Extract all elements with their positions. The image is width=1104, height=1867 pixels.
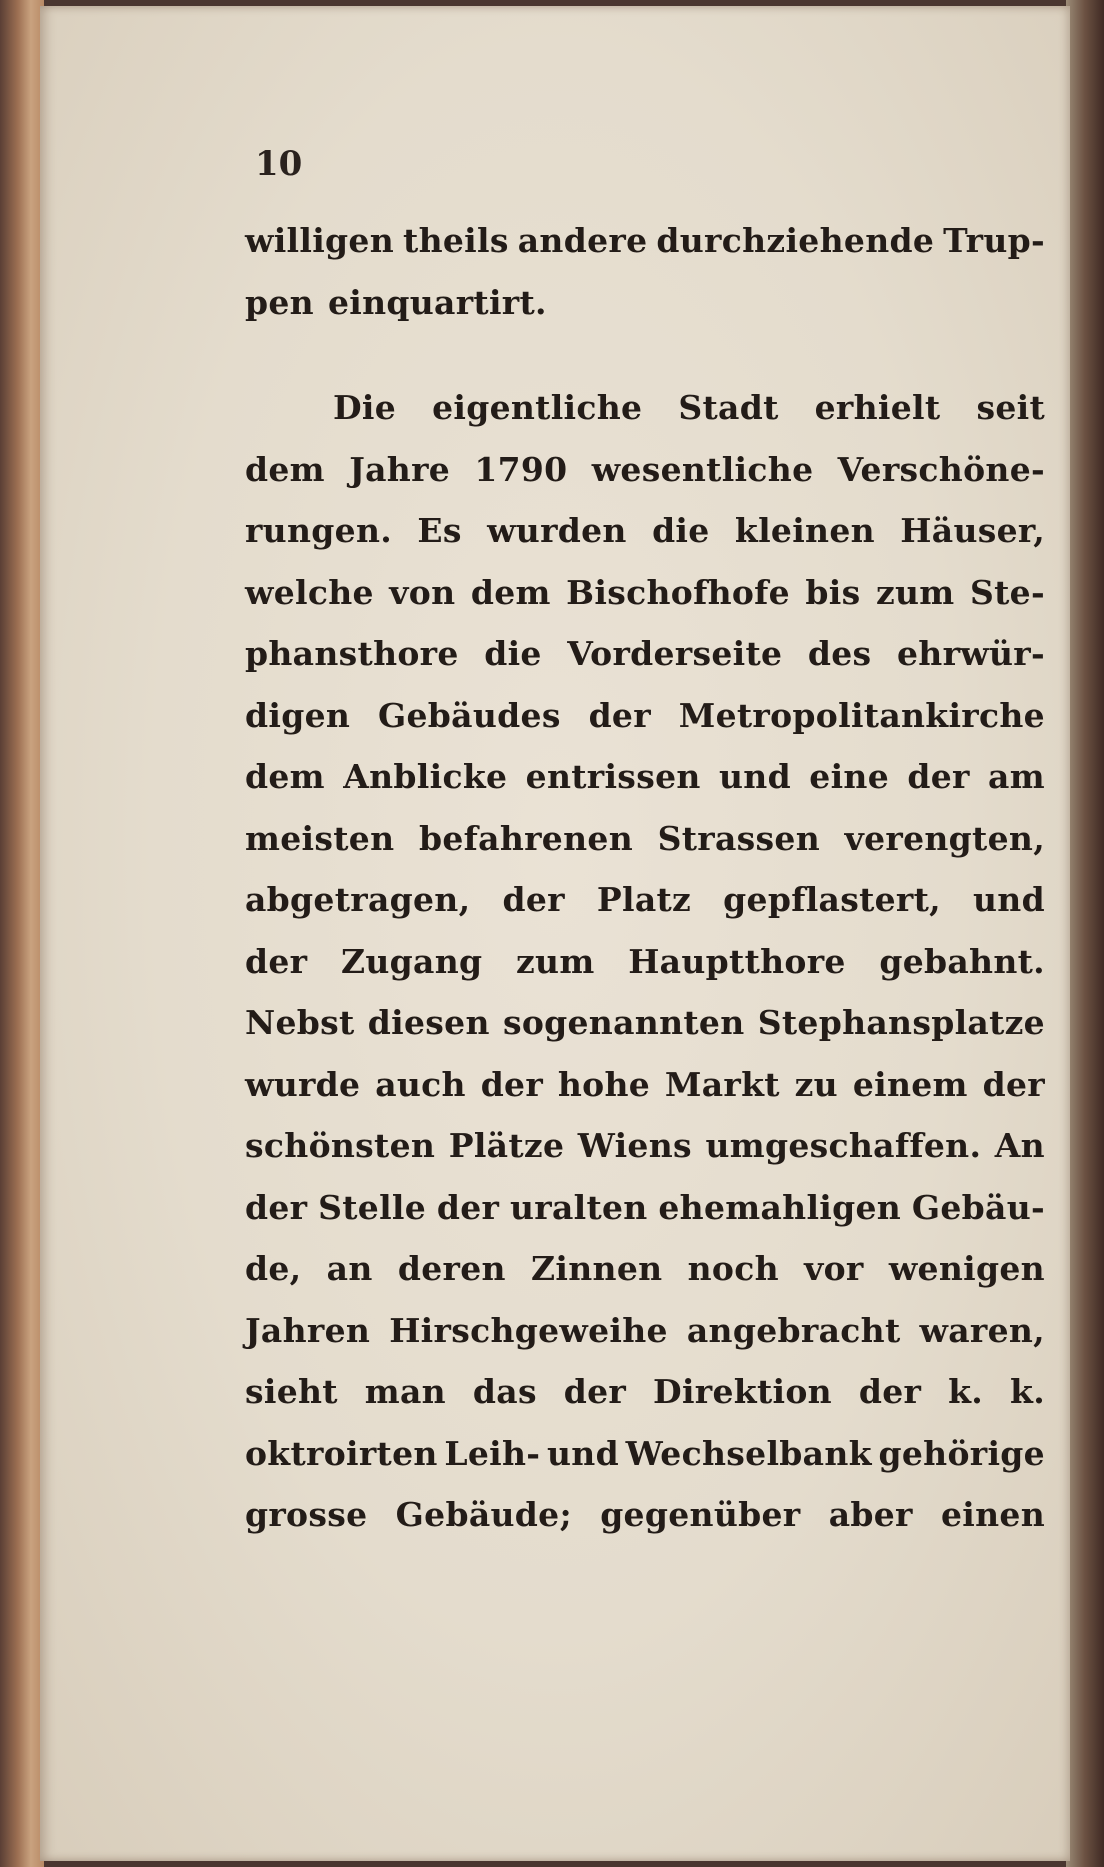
word: welche: [245, 572, 374, 612]
word: grosse: [245, 1495, 368, 1534]
text-line: [245, 696, 1045, 758]
word: Zinnen: [531, 1249, 663, 1288]
word: dem: [470, 572, 551, 612]
word: von: [389, 572, 456, 612]
word: am: [988, 757, 1045, 796]
word: diesen: [367, 1003, 490, 1042]
word: angebracht: [686, 1310, 901, 1350]
word: und: [718, 757, 791, 796]
paragraph: [245, 388, 1045, 1557]
word: 1790: [474, 449, 568, 489]
word: Direktion: [653, 1372, 832, 1411]
word: pen: [245, 282, 314, 322]
word: zum: [875, 572, 955, 612]
word: Markt: [664, 1064, 780, 1104]
word: Zugang: [340, 941, 483, 981]
word: k.: [1010, 1372, 1045, 1411]
word: deren: [397, 1249, 506, 1288]
text-line: [245, 221, 1045, 283]
text-line: [245, 634, 1045, 696]
word: erhielt: [814, 388, 941, 427]
text-line: [245, 1372, 1045, 1434]
word: eigentliche: [432, 388, 643, 427]
word: der: [245, 941, 308, 981]
word: einen: [940, 1495, 1045, 1534]
word: Gebäude;: [395, 1495, 572, 1534]
word: zu: [794, 1064, 838, 1104]
word: oktroirten: [245, 1433, 438, 1473]
word: Stelle: [318, 1187, 427, 1227]
word: k.: [948, 1372, 984, 1411]
word: Jahren: [245, 1310, 371, 1350]
word: der: [245, 1187, 308, 1227]
word: Verschöne-: [837, 449, 1045, 489]
word: Wiens: [577, 1126, 692, 1165]
word: aber: [828, 1495, 913, 1534]
word: Stadt: [678, 388, 779, 427]
word: Gebäudes: [378, 695, 561, 735]
word: zum: [516, 941, 595, 981]
word: ehrwür-: [897, 634, 1045, 673]
word: waren,: [919, 1310, 1045, 1350]
text-line: [245, 1249, 1045, 1311]
word: Häuser,: [900, 511, 1045, 550]
word: schönsten: [245, 1126, 436, 1165]
word: Gebäu-: [911, 1187, 1045, 1227]
word: hohe: [557, 1064, 651, 1104]
text-line: [245, 1065, 1045, 1127]
word: Strassen: [657, 818, 821, 858]
word: vor: [804, 1249, 864, 1288]
word: kleinen: [734, 511, 875, 550]
word: Hirschgeweihe: [389, 1310, 668, 1350]
word: Metropolitankirche: [678, 695, 1045, 735]
text-line: [245, 757, 1045, 819]
book-page: [40, 6, 1070, 1861]
word: abgetragen,: [245, 880, 471, 919]
word: einem: [852, 1064, 968, 1104]
word: das: [472, 1372, 537, 1411]
word: Leih-: [444, 1433, 541, 1473]
word: wurden: [487, 511, 627, 550]
word: der: [982, 1064, 1045, 1104]
word: einquartirt.: [327, 282, 547, 322]
word: de,: [245, 1249, 302, 1288]
word: eine: [809, 757, 890, 796]
word: durchziehende: [656, 221, 935, 260]
word: gepflastert,: [723, 880, 941, 919]
word: Platz: [596, 880, 692, 919]
word: der: [502, 880, 565, 919]
word: Nebst: [245, 1003, 355, 1042]
word: die: [652, 511, 710, 550]
word: Es: [417, 511, 462, 550]
word: verengten,: [844, 818, 1045, 858]
text-line: [245, 1495, 1045, 1557]
text-line: [245, 1003, 1045, 1065]
word: Hauptthore: [628, 941, 846, 981]
text-line: [245, 819, 1045, 881]
word: gegenüber: [600, 1495, 801, 1534]
word: der: [858, 1372, 922, 1411]
word: dem: [245, 757, 325, 796]
page-number: 10: [255, 144, 303, 184]
word: Plätze: [448, 1126, 565, 1165]
text-line: [245, 1311, 1045, 1373]
body-text: [245, 221, 1045, 1557]
page-stack-edge: [1066, 0, 1104, 1867]
word: An: [994, 1126, 1045, 1165]
word: sieht: [245, 1372, 338, 1411]
word: auch: [375, 1064, 466, 1104]
text-line: [245, 573, 1045, 635]
text-line: [245, 1126, 1045, 1188]
word: seit: [976, 388, 1045, 427]
word: umgeschaffen.: [705, 1126, 982, 1165]
text-line: [245, 880, 1045, 942]
word: theils: [403, 221, 509, 260]
word: bis: [805, 572, 861, 612]
word: der: [907, 757, 970, 796]
paragraph-gap: [245, 344, 1045, 388]
text-line: [245, 283, 1045, 345]
word: digen: [245, 695, 351, 735]
word: Jahre: [349, 449, 451, 489]
word: gebahnt.: [879, 941, 1045, 981]
book-binding-edge: [0, 0, 44, 1867]
word: man: [364, 1372, 446, 1411]
word: entrissen: [525, 757, 701, 796]
text-line: [245, 942, 1045, 1004]
word: Die: [333, 388, 397, 427]
word: Wechselbank: [625, 1433, 872, 1473]
word: ehemahligen: [658, 1187, 902, 1227]
text-line: [245, 388, 1045, 450]
paragraph: [245, 221, 1045, 344]
word: und: [973, 880, 1045, 919]
word: rungen.: [245, 511, 393, 550]
word: gehörige: [878, 1433, 1045, 1473]
word: der: [436, 1187, 500, 1227]
text-line: [245, 511, 1045, 573]
word: die: [484, 634, 542, 673]
word: des: [807, 634, 872, 673]
word: Stephansplatze: [757, 1003, 1045, 1042]
word: dem: [245, 449, 325, 489]
word: befahrenen: [418, 818, 633, 858]
word: meisten: [245, 818, 395, 858]
word: der: [563, 1372, 627, 1411]
text-line: [245, 1434, 1045, 1496]
word: phansthore: [245, 634, 459, 673]
word: noch: [687, 1249, 779, 1288]
word: sogenannten: [502, 1003, 745, 1042]
word: der: [480, 1064, 544, 1104]
word: wesentliche: [591, 449, 814, 489]
word: der: [588, 695, 651, 735]
text-line: [245, 450, 1045, 512]
word: Vorderseite: [567, 634, 783, 673]
word: willigen: [245, 221, 395, 260]
word: andere: [517, 221, 648, 260]
word: Ste-: [969, 572, 1045, 612]
word: und: [546, 1433, 619, 1473]
word: Anblicke: [343, 757, 508, 796]
word: wurde: [245, 1064, 361, 1104]
word: Bischofhofe: [566, 572, 790, 612]
word: an: [326, 1249, 373, 1288]
word: wenigen: [888, 1249, 1045, 1288]
text-line: [245, 1188, 1045, 1250]
word: uralten: [509, 1187, 648, 1227]
word: Trup-: [943, 221, 1045, 260]
